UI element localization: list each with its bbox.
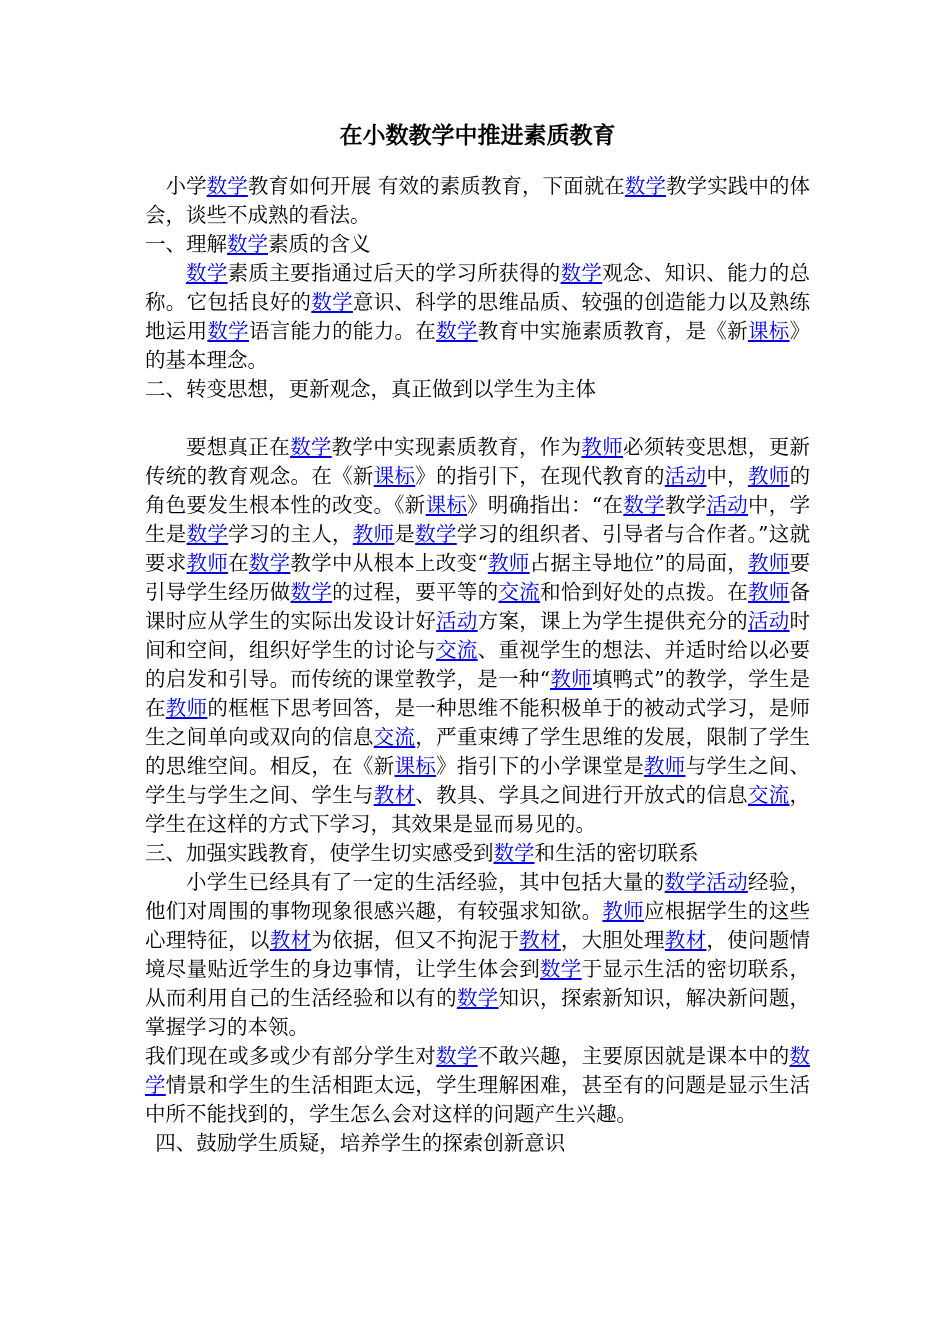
- keyword-link[interactable]: 交流: [373, 725, 416, 749]
- text-run: 学习的组织者、引导者与合作者。”这就要求: [145, 522, 811, 575]
- text-run: 知识，探索新知识，解决新问题，掌握学习的本领。: [145, 986, 811, 1039]
- text-run: 》指引下的小学课堂是: [436, 754, 644, 778]
- keyword-link[interactable]: 课标: [373, 464, 416, 488]
- keyword-link[interactable]: 数学: [540, 957, 582, 981]
- keyword-link[interactable]: 交流: [498, 580, 541, 604]
- text-run: 占据主导地位”的局面，: [529, 551, 749, 575]
- keyword-link[interactable]: 数学: [436, 319, 478, 343]
- keyword-link[interactable]: 数学: [206, 174, 248, 198]
- keyword-link[interactable]: 数学: [493, 841, 535, 865]
- keyword-link[interactable]: 数学: [290, 580, 333, 604]
- keyword-link[interactable]: 教师: [602, 899, 644, 923]
- keyword-link[interactable]: 教材: [269, 928, 312, 952]
- text-run: 、教具、学具之间进行开放式的信息: [415, 783, 748, 807]
- section-heading-h2: [145, 375, 810, 404]
- text-run: 与学生之间、学生与学生之间、学生与: [145, 754, 811, 807]
- text-run: 意识、科学的思维品质、较强的创造能力以及熟练地运用: [145, 290, 811, 343]
- text-run: 的过程，要平等的: [332, 580, 499, 604]
- keyword-link[interactable]: 数学: [560, 261, 603, 285]
- paragraph-p3: [145, 433, 810, 839]
- keyword-link[interactable]: 教师: [550, 667, 592, 691]
- keyword-link[interactable]: 教师: [352, 522, 395, 546]
- keyword-link[interactable]: 教材: [519, 928, 561, 952]
- keyword-link[interactable]: 教材: [664, 928, 707, 952]
- keyword-link[interactable]: 教师: [643, 754, 686, 778]
- keyword-link[interactable]: 数学: [186, 261, 228, 285]
- text-run: 教学中实现素质教育，作为: [331, 435, 582, 459]
- text-run: 应根据学生的这些心理特征，以: [145, 899, 811, 952]
- keyword-link[interactable]: 数学: [624, 174, 667, 198]
- keyword-link[interactable]: 教师: [581, 435, 624, 459]
- paragraph-p1: [145, 172, 810, 230]
- text-run: 我们现在或多或少有部分学生对: [145, 1044, 437, 1068]
- keyword-link[interactable]: 数学: [456, 986, 499, 1010]
- text-run: 备课时应从学生的实际出发设计好: [145, 580, 811, 633]
- document-page: [145, 120, 810, 1158]
- text-run: 填鸭式”的教学，学生是在: [145, 667, 811, 720]
- section-heading-h1: [145, 230, 810, 259]
- text-run: 中，学生是: [145, 493, 811, 546]
- text-run: 素质的含义: [268, 232, 371, 256]
- text-run: 观念、知识、能力的总称。它包括良好的: [145, 261, 811, 314]
- text-run: 和生活的密切联系: [534, 841, 699, 865]
- text-run: 中，: [706, 464, 748, 488]
- text-run: 教育中实施素质教育，是《新: [477, 319, 748, 343]
- paragraph-p2: [145, 259, 810, 375]
- keyword-link[interactable]: 数学: [207, 319, 249, 343]
- keyword-link[interactable]: 教师: [748, 551, 790, 575]
- keyword-link[interactable]: 交流: [747, 783, 790, 807]
- text-run: 小学生已经具有了一定的生活经验，其中包括大量的: [186, 870, 665, 894]
- keyword-link[interactable]: 数学: [227, 232, 268, 256]
- keyword-link[interactable]: 数学活动: [664, 870, 748, 894]
- text-run: 四、鼓励学生质疑，培养学生的探索创新意识: [155, 1131, 566, 1155]
- text-run: 教学实践中的体会，谈些不成熟的看法。: [145, 174, 811, 227]
- text-run: ，学生在这样的方式下学习，其效果是显而易见的。: [145, 783, 811, 836]
- text-run: 语言能力的能力。在: [248, 319, 437, 343]
- text-run: 二、转变思想，更新观念，真正做到以学生为主体: [145, 377, 596, 401]
- text-run: 必须转变思想，更新传统的教育观念。在《新: [145, 435, 811, 488]
- text-run: 教学中从根本上改变“: [290, 551, 488, 575]
- keyword-link[interactable]: 交流: [436, 638, 478, 662]
- keyword-link[interactable]: 数学: [623, 493, 665, 517]
- text-run: 一、理解: [145, 232, 227, 256]
- text-run: 学习的主人，: [228, 522, 353, 546]
- document-title: 在小数教学中推进素质教育: [339, 123, 616, 149]
- text-run: 为依据，但又不拘泥于: [311, 928, 520, 952]
- paragraph-p5: [145, 1042, 810, 1129]
- text-run: 方案，课上为学生提供充分的: [477, 609, 748, 633]
- keyword-link[interactable]: 数学: [186, 522, 229, 546]
- text-run: 情景和学生的生活相距太远，学生理解困难，甚至有的问题是显示生活中所不能找到的，学生怎么会对这样的问题产生兴趣。: [145, 1073, 811, 1126]
- text-run: 、重视学生的想法、并适时给以必要的启发和引导。而传统的课堂教学，是一种“: [145, 638, 811, 691]
- keyword-link[interactable]: 活动: [664, 464, 707, 488]
- keyword-link[interactable]: 课标: [394, 754, 437, 778]
- text-run: 于显示生活的密切联系，从而利用自己的生活经验和以有的: [145, 957, 811, 1010]
- keyword-link[interactable]: 教材: [373, 783, 416, 807]
- text-run: 素质主要指通过后天的学习所获得的: [227, 261, 561, 285]
- text-run: 三、加强实践教育，使学生切实感受到: [145, 841, 494, 865]
- text-run: 要想真正在: [186, 435, 291, 459]
- text-run: ，使问题情境尽量贴近学生的身边事情，让学生体会到: [145, 928, 811, 981]
- text-run: 的角色要发生根本性的改变。《新: [145, 464, 811, 517]
- keyword-link[interactable]: 活动: [747, 609, 790, 633]
- text-run: 经验，他们对周围的事物现象很感兴趣，有较强求知欲。: [145, 870, 811, 923]
- text-run: 要引导学生经历做: [145, 551, 811, 604]
- paragraph-spacer: [145, 404, 810, 433]
- text-run: 时间和空间，组织好学生的讨论与: [145, 609, 811, 662]
- keyword-link[interactable]: 活动: [706, 493, 749, 517]
- text-run: 》的指引下，在现代教育的: [415, 464, 665, 488]
- text-run: 在: [228, 551, 249, 575]
- keyword-link[interactable]: 数学: [311, 290, 353, 314]
- text-run: 是: [394, 522, 416, 546]
- section-heading-h3: [145, 839, 810, 868]
- keyword-link[interactable]: 教师: [747, 464, 790, 488]
- keyword-link[interactable]: 数学: [436, 1044, 478, 1068]
- keyword-link[interactable]: 数学: [415, 522, 457, 546]
- text-run: 》明确指出：“在: [467, 493, 624, 517]
- section-heading-h4: [145, 1129, 810, 1158]
- text-run: 教学: [664, 493, 707, 517]
- keyword-link[interactable]: 教师: [487, 551, 530, 575]
- text-run: 和恰到好处的点拨。在: [540, 580, 748, 604]
- keyword-link[interactable]: 数学: [248, 551, 291, 575]
- keyword-link[interactable]: 课标: [425, 493, 468, 517]
- keyword-link[interactable]: 教师: [747, 580, 790, 604]
- document-body: [145, 172, 810, 1158]
- text-run: ，严重束缚了学生思维的发展，限制了学生的思维空间。相反，在《新: [145, 725, 811, 778]
- keyword-link[interactable]: 数学: [290, 435, 332, 459]
- text-run: ，大胆处理: [560, 928, 665, 952]
- keyword-link[interactable]: 活动: [436, 609, 478, 633]
- text-run: 》的基本理念。: [145, 319, 811, 372]
- text-run: 不敢兴趣，主要原因就是课本中的: [477, 1044, 790, 1068]
- keyword-link[interactable]: 数学: [145, 1044, 811, 1097]
- text-run: 小学: [165, 174, 207, 198]
- paragraph-p4: [145, 868, 810, 1042]
- text-run: 的框框下思考回答，是一种思维不能积极单于的被动式学习，是师生之间单向或双向的信息: [145, 696, 811, 749]
- text-run: 教育如何开展 有效的素质教育，下面就在: [247, 174, 625, 198]
- keyword-link[interactable]: 教师: [186, 551, 229, 575]
- keyword-link[interactable]: 课标: [747, 319, 790, 343]
- keyword-link[interactable]: 教师: [165, 696, 208, 720]
